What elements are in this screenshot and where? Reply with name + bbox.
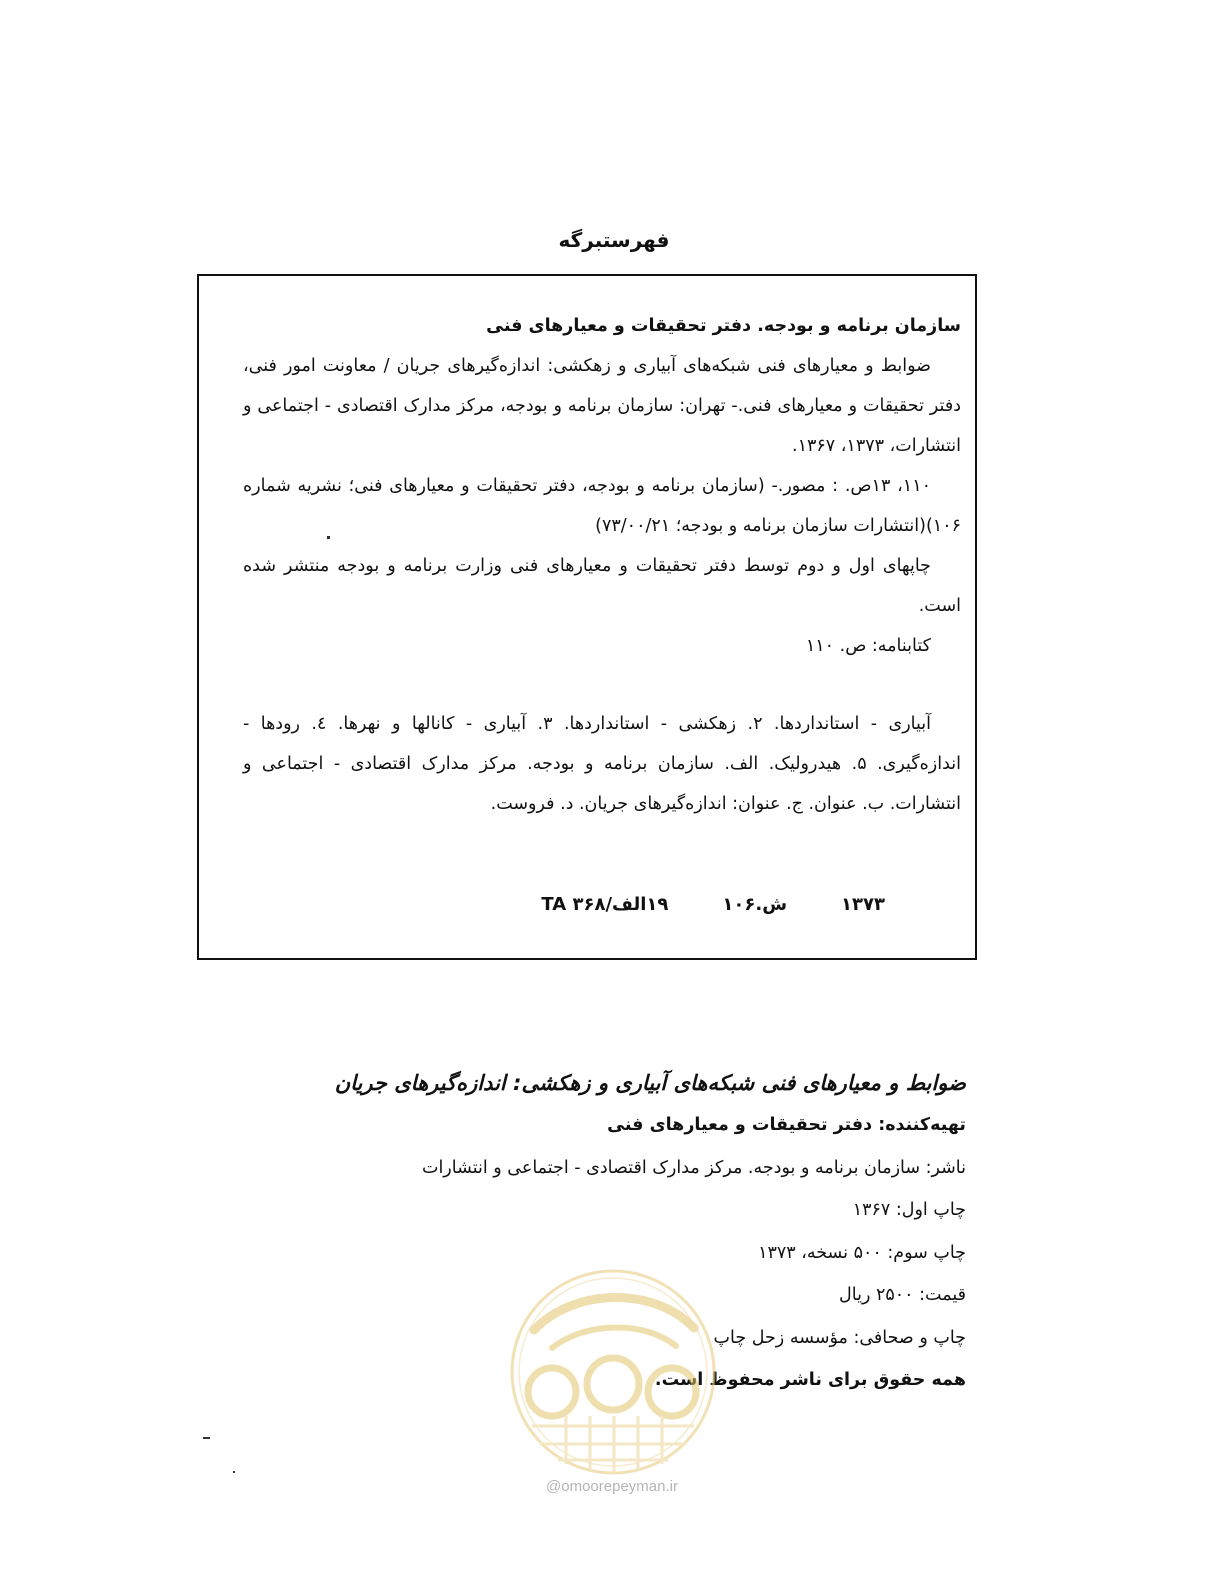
imprint-price: قیمت: ۲۵۰۰ ریال	[839, 1285, 966, 1305]
cataloging-text	[243, 306, 961, 824]
cataloging-card	[197, 274, 977, 960]
imprint-title: ضوابط و معیارهای فنی شبکه‌های آبیاری و زهکشی: اندازه‌گیرهای جریان	[334, 1071, 966, 1095]
scan-speck	[233, 1471, 235, 1473]
page-heading: فهرستبرگه	[558, 228, 670, 252]
watermark-caption: @omoorepeyman.ir	[546, 1478, 678, 1495]
cip-bibliography: کتابنامه: ص. ۱۱۰	[805, 636, 931, 656]
imprint-prepared-by: تهیه‌کننده: دفتر تحقیقات و معیارهای فنی	[607, 1115, 966, 1135]
imprint-rights: همه حقوق برای ناشر محفوظ است.	[654, 1370, 966, 1390]
cip-classification	[439, 894, 885, 915]
scan-speck	[203, 1437, 210, 1439]
classification-number: ۱۹الف/۳۶۸ TA	[541, 894, 669, 915]
cip-subjects: آبیاری - استانداردها. ۲. زهکشی - استانداردها. ۳. آبیاری - کانالها و نهرها. ٤. رودها - اندازه‌گیری. ۵. هیدرولیک. الف. سازمان برنامه و بودجه. مرکز مدارک اقتصادی - اجتماعی و انتشارات. ب. عنوان. ج. عنوان: اندازه‌گیرهای جریان. د. فروست.	[243, 714, 961, 814]
cip-main-entry: سازمان برنامه و بودجه. دفتر تحقیقات و معیارهای فنی	[486, 316, 961, 336]
imprint-first-print: چاپ اول: ۱۳۶۷	[852, 1200, 966, 1220]
cip-physical-description: ۱۱۰، ۱۳ص. : مصور.- (سازمان برنامه و بودجه، دفتر تحقیقات و معیارهای فنی؛ نشریه شماره ۱۰۶)(انتشارات سازمان برنامه و بودجه؛ ۷۳/۰۰/۲۱)	[243, 476, 961, 536]
watermark-seal-icon	[504, 1268, 722, 1476]
classification-year: ۱۳۷۳	[841, 894, 885, 915]
imprint-third-print: چاپ سوم: ۵۰۰ نسخه، ۱۳۷۳	[758, 1242, 966, 1263]
scan-speck	[327, 536, 330, 539]
classification-series: ش.۱۰۶	[722, 894, 788, 915]
cip-title-statement: ضوابط و معیارهای فنی شبکه‌های آبیاری و زهکشی: اندازه‌گیرهای جریان / معاونت امور فنی، دفتر تحقیقات و معیارهای فنی.- تهران: سازمان برنامه و بودجه، مرکز مدارک اقتصادی - اجتماعی و انتشارات، ۱۳۷۳، ۱۳۶۷.	[243, 356, 961, 456]
imprint-publisher: ناشر: سازمان برنامه و بودجه. مرکز مدارک اقتصادی - اجتماعی و انتشارات	[421, 1157, 966, 1178]
imprint-printer: چاپ و صحافی: مؤسسه زحل چاپ	[713, 1327, 966, 1348]
cip-note: چاپهای اول و دوم توسط دفتر تحقیقات و معیارهای فنی وزارت برنامه و بودجه منتشر شده است.	[243, 556, 961, 616]
